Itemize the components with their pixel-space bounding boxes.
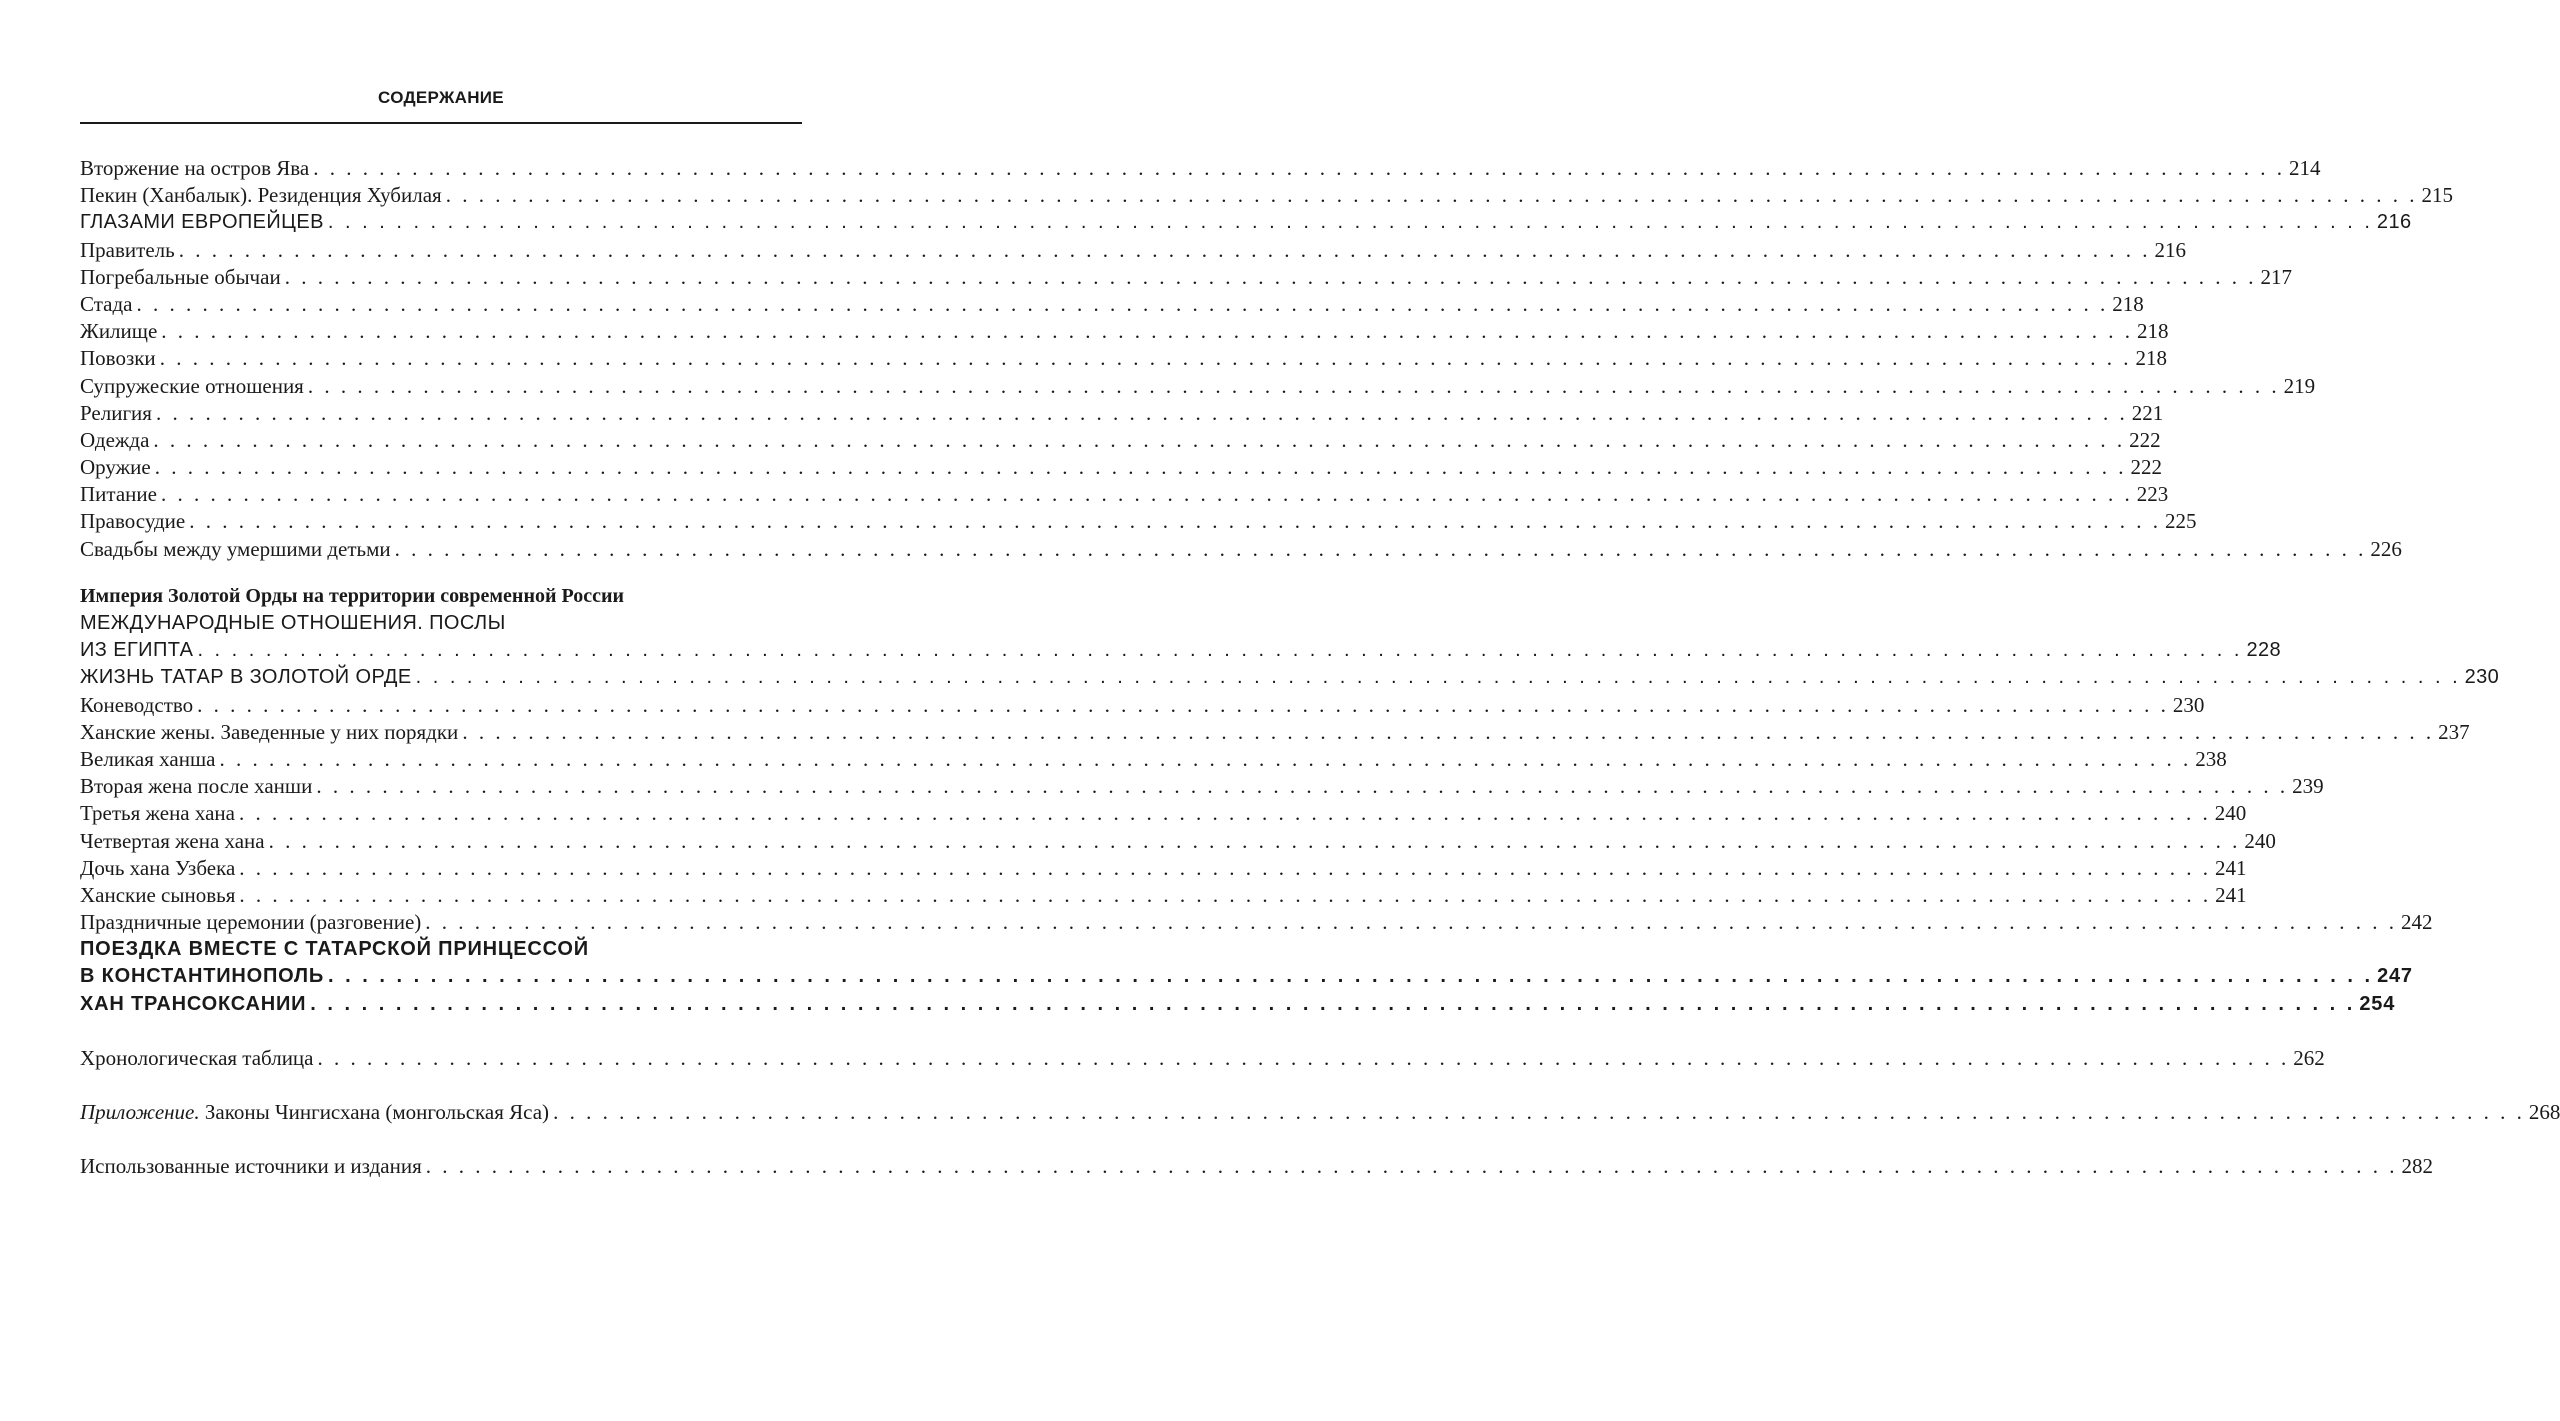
toc-entry-title bbox=[80, 1099, 549, 1126]
toc-entry-title: Стада bbox=[80, 291, 133, 316]
toc-entry[interactable] bbox=[80, 508, 2197, 535]
toc-entry-title: Великая ханша bbox=[80, 746, 216, 771]
toc-entry[interactable] bbox=[80, 800, 2247, 827]
toc-entry[interactable] bbox=[80, 991, 2396, 1018]
toc-entry-title: Правосудие bbox=[80, 509, 186, 534]
toc-entry-page: 238 bbox=[2195, 746, 2227, 771]
toc-entry-page: 214 bbox=[2288, 156, 2321, 180]
toc-entry[interactable] bbox=[80, 237, 2186, 264]
toc-entry[interactable] bbox=[80, 1153, 2433, 1180]
toc-entry-title: Использованные источники и издания bbox=[80, 1154, 422, 1179]
toc-entry-page: 262 bbox=[2293, 1045, 2325, 1070]
leader-dots: . . . . . . . . . . . . . . . . . . . . . . . . . . . . . . . . . . . . . . . . . . . . . . . . . . . . . . . . . . . . . . . . . . . . . . . . . . . . . . . . . . . . . . . . . . . . . . . . . . . . . . . . . . . . . . . . . . . . . . . . bbox=[284, 264, 2257, 289]
toc-entry-page: 218 bbox=[2112, 291, 2144, 316]
toc-entry-page: 230 bbox=[2172, 692, 2205, 717]
toc-entry[interactable] bbox=[80, 637, 2282, 664]
toc-entry-page: 268 bbox=[2528, 1100, 2560, 1124]
toc-entry-page: 222 bbox=[2129, 427, 2161, 452]
spacer bbox=[80, 1072, 802, 1099]
toc-entry-title: Коневодство bbox=[80, 692, 194, 717]
toc-entry-multiline-first[interactable] bbox=[80, 936, 802, 963]
toc-entry-page: 226 bbox=[2370, 536, 2402, 561]
toc-entry[interactable] bbox=[80, 481, 2169, 508]
toc-entry-title: Четвертая жена хана bbox=[80, 828, 265, 853]
toc-entry[interactable] bbox=[80, 182, 2453, 209]
toc-entry[interactable] bbox=[80, 882, 2247, 909]
toc-entry-page: 247 bbox=[2377, 965, 2413, 988]
leader-dots: . . . . . . . . . . . . . . . . . . . . . . . . . . . . . . . . . . . . . . . . . . . . . . . . . . . . . . . . . . . . . . . . . . . . . . . . . . . . . . . . . . . . . . . . . . . . . . . . . . . . . . . . . . . . . . . . . . . . . . . . bbox=[445, 183, 2418, 208]
leader-dots: . . . . . . . . . . . . . . . . . . . . . . . . . . . . . . . . . . . . . . . . . . . . . . . . . . . . . . . . . . . . . . . . . . . . . . . . . . . . . . . . . . . . . . . . . . . . . . . . . . . . . . . . . . . . . . . . . . . . . . . . bbox=[197, 692, 2169, 717]
toc-entry[interactable] bbox=[80, 828, 2276, 855]
toc-entry-title: Дочь хана Узбека bbox=[80, 855, 236, 880]
toc-entry-page: 216 bbox=[2376, 211, 2412, 234]
toc-entry-title: Повозки bbox=[80, 346, 156, 371]
toc-entry-title: ХАН ТРАНСОКСАНИИ bbox=[80, 992, 307, 1015]
toc-entry-page: 219 bbox=[2283, 373, 2316, 398]
leader-dots: . . . . . . . . . . . . . . . . . . . . . . . . . . . . . . . . . . . . . . . . . . . . . . . . . . . . . . . . . . . . . . . . . . . . . . . . . . . . . . . . . . . . . . . . . . . . . . . . . . . . . . . . . . . . . . . . . . . . . . . . bbox=[136, 291, 2109, 316]
leader-dots: . . . . . . . . . . . . . . . . . . . . . . . . . . . . . . . . . . . . . . . . . . . . . . . . . . . . . . . . . . . . . . . . . . . . . . . . . . . . . . . . . . . . . . . . . . . . . . . . . . . . . . . . . . . . . . . . . . . . . . . . bbox=[159, 346, 2132, 371]
toc-entry-page: 240 bbox=[2244, 828, 2276, 853]
toc-entry[interactable] bbox=[80, 773, 2324, 800]
page-title: СОДЕРЖАНИЕ bbox=[378, 88, 504, 107]
toc-entry-page: 223 bbox=[2136, 482, 2169, 507]
leader-dots: . . . . . . . . . . . . . . . . . . . . . . . . . . . . . . . . . . . . . . . . . . . . . . . . . . . . . . . . . . . . . . . . . . . . . . . . . . . . . . . . . . . . . . . . . . . . . . . . . . . . . . . . . . . . . . . . . . . . . . . . bbox=[425, 910, 2398, 935]
toc-entry-page: 254 bbox=[2359, 992, 2396, 1015]
toc-entry-page: 218 bbox=[2135, 346, 2167, 371]
toc-entry-page: 230 bbox=[2464, 666, 2500, 689]
leader-dots: . . . . . . . . . . . . . . . . . . . . . . . . . . . . . . . . . . . . . . . . . . . . . . . . . . . . . . . . . . . . . . . . . . . . . . . . . . . . . . . . . . . . . . . . . . . . . . . . . . . . . . . . . . . . . . . . . . . . . . . . bbox=[154, 455, 2127, 480]
toc-entry[interactable] bbox=[80, 345, 2167, 372]
toc-entry[interactable] bbox=[80, 664, 2500, 691]
section-heading-text: Империя Золотой Орды на территории современной России bbox=[80, 584, 625, 607]
toc-entry[interactable] bbox=[80, 454, 2162, 481]
toc-entry[interactable] bbox=[80, 719, 2470, 746]
appendix-title: Законы Чингисхана (монгольская Яса) bbox=[199, 1100, 550, 1124]
toc-entry-title: В КОНСТАНТИНОПОЛЬ bbox=[80, 965, 325, 988]
toc-entry[interactable] bbox=[80, 155, 2321, 182]
leader-dots: . . . . . . . . . . . . . . . . . . . . . . . . . . . . . . . . . . . . . . . . . . . . . . . . . . . . . . . . . . . . . . . . . . . . . . . . . . . . . . . . . . . . . . . . . . . . . . . . . . . . . . . . . . . . . . . . . . . . . . . . bbox=[197, 639, 2243, 662]
toc-entry[interactable] bbox=[80, 963, 2413, 990]
toc-entry-title: ИЗ ЕГИПТА bbox=[80, 639, 194, 662]
toc-entry[interactable] bbox=[80, 427, 2161, 454]
appendix-label: Приложение. bbox=[80, 1100, 200, 1124]
leader-dots: . . . . . . . . . . . . . . . . . . . . . . . . . . . . . . . . . . . . . . . . . . . . . . . . . . . . . . . . . . . . . . . . . . . . . . . . . . . . . . . . . . . . . . . . . . . . . . . . . . . . . . . . . . . . . . . . . . . . . . . . bbox=[189, 509, 2161, 534]
toc-entry-page: 218 bbox=[2137, 319, 2169, 344]
leader-dots: . . . . . . . . . . . . . . . . . . . . . . . . . . . . . . . . . . . . . . . . . . . . . . . . . . . . . . . . . . . . . . . . . . . . . . . . . . . . . . . . . . . . . . . . . . . . . . . . . . . . . . . . . . . . . . . . . . . . . . . . bbox=[462, 719, 2435, 744]
toc-entry-page: 221 bbox=[2131, 400, 2164, 425]
leader-dots: . . . . . . . . . . . . . . . . . . . . . . . . . . . . . . . . . . . . . . . . . . . . . . . . . . . . . . . . . . . . . . . . . . . . . . . . . . . . . . . . . . . . . . . . . . . . . . . . . . . . . . . . . . . . . . . . . . . . . . . . bbox=[160, 482, 2133, 507]
toc-entry[interactable] bbox=[80, 909, 2433, 936]
leader-dots: . . . . . . . . . . . . . . . . . . . . . . . . . . . . . . . . . . . . . . . . . . . . . . . . . . . . . . . . . . . . . . . . . . . . . . . . . . . . . . . . . . . . . . . . . . . . . . . . . . . . . . . . . . . . . . . . . . . . . . . . bbox=[178, 237, 2151, 262]
leader-dots: . . . . . . . . . . . . . . . . . . . . . . . . . . . . . . . . . . . . . . . . . . . . . . . . . . . . . . . . . . . . . . . . . . . . . . . . . . . . . . . . . . . . . . . . . . . . . . . . . . . . . . . . . . . . . . . . . . . . . . . . bbox=[553, 1100, 2525, 1124]
leader-dots: . . . . . . . . . . . . . . . . . . . . . . . . . . . . . . . . . . . . . . . . . . . . . . . . . . . . . . . . . . . . . . . . . . . . . . . . . . . . . . . . . . . . . . . . . . . . . . . . . . . . . . . . . . . . . . . . . . . . . . . . bbox=[310, 992, 2356, 1015]
toc-entry-page: 240 bbox=[2214, 801, 2247, 826]
toc-entry-page: 237 bbox=[2438, 719, 2470, 744]
toc-entry-multiline-first[interactable] bbox=[80, 610, 802, 637]
toc-entry-page: 216 bbox=[2154, 237, 2186, 262]
table-of-contents bbox=[80, 155, 2560, 1180]
toc-entry[interactable] bbox=[80, 692, 2205, 719]
leader-dots: . . . . . . . . . . . . . . . . . . . . . . . . . . . . . . . . . . . . . . . . . . . . . . . . . . . . . . . . . . . . . . . . . . . . . . . . . . . . . . . . . . . . . . . . . . . . . . . . . . . . . . . . . . . . . . . . . . . . . . . . bbox=[328, 965, 2374, 988]
toc-entry-title: ЖИЗНЬ ТАТАР В ЗОЛОТОЙ ОРДЕ bbox=[80, 666, 412, 689]
toc-entry-title: МЕЖДУНАРОДНЫЕ ОТНОШЕНИЯ. ПОСЛЫ bbox=[80, 612, 506, 634]
toc-entry[interactable] bbox=[80, 746, 2227, 773]
toc-entry[interactable] bbox=[80, 291, 2144, 318]
toc-entry-title: Ханские жены. Заведенные у них порядки bbox=[80, 719, 459, 744]
toc-entry-title: Жилище bbox=[80, 319, 158, 344]
leader-dots: . . . . . . . . . . . . . . . . . . . . . . . . . . . . . . . . . . . . . . . . . . . . . . . . . . . . . . . . . . . . . . . . . . . . . . . . . . . . . . . . . . . . . . . . . . . . . . . . . . . . . . . . . . . . . . . . . . . . . . . . bbox=[219, 746, 2192, 771]
toc-entry[interactable] bbox=[80, 318, 2169, 345]
toc-entry[interactable] bbox=[80, 209, 2412, 236]
toc-entry-title: Свадьбы между умершими детьми bbox=[80, 536, 391, 561]
toc-entry-page: 228 bbox=[2246, 639, 2282, 662]
toc-entry[interactable] bbox=[80, 264, 2292, 291]
toc-entry-title: Питание bbox=[80, 482, 157, 507]
header-divider bbox=[80, 122, 802, 124]
leader-dots: . . . . . . . . . . . . . . . . . . . . . . . . . . . . . . . . . . . . . . . . . . . . . . . . . . . . . . . . . . . . . . . . . . . . . . . . . . . . . . . . . . . . . . . . . . . . . . . . . . . . . . . . . . . . . . . . . . . . . . . . bbox=[239, 855, 2212, 880]
leader-dots: . . . . . . . . . . . . . . . . . . . . . . . . . . . . . . . . . . . . . . . . . . . . . . . . . . . . . . . . . . . . . . . . . . . . . . . . . . . . . . . . . . . . . . . . . . . . . . . . . . . . . . . . . . . . . . . . . . . . . . . . bbox=[238, 801, 2211, 826]
leader-dots: . . . . . . . . . . . . . . . . . . . . . . . . . . . . . . . . . . . . . . . . . . . . . . . . . . . . . . . . . . . . . . . . . . . . . . . . . . . . . . . . . . . . . . . . . . . . . . . . . . . . . . . . . . . . . . . . . . . . . . . . bbox=[425, 1154, 2398, 1179]
leader-dots: . . . . . . . . . . . . . . . . . . . . . . . . . . . . . . . . . . . . . . . . . . . . . . . . . . . . . . . . . . . . . . . . . . . . . . . . . . . . . . . . . . . . . . . . . . . . . . . . . . . . . . . . . . . . . . . . . . . . . . . . bbox=[327, 211, 2373, 234]
toc-entry-title: ПОЕЗДКА ВМЕСТЕ С ТАТАРСКОЙ ПРИНЦЕССОЙ bbox=[80, 938, 589, 961]
toc-entry-page: 215 bbox=[2421, 183, 2453, 208]
toc-entry-title: Супружеские отношения bbox=[80, 373, 304, 398]
leader-dots: . . . . . . . . . . . . . . . . . . . . . . . . . . . . . . . . . . . . . . . . . . . . . . . . . . . . . . . . . . . . . . . . . . . . . . . . . . . . . . . . . . . . . . . . . . . . . . . . . . . . . . . . . . . . . . . . . . . . . . . . bbox=[161, 319, 2134, 344]
spacer bbox=[80, 1126, 802, 1153]
toc-entry-title: Ханские сыновья bbox=[80, 882, 236, 907]
toc-entry-title: Вторжение на остров Ява bbox=[80, 156, 310, 180]
leader-dots: . . . . . . . . . . . . . . . . . . . . . . . . . . . . . . . . . . . . . . . . . . . . . . . . . . . . . . . . . . . . . . . . . . . . . . . . . . . . . . . . . . . . . . . . . . . . . . . . . . . . . . . . . . . . . . . . . . . . . . . . bbox=[415, 666, 2461, 689]
toc-entry-title: ГЛАЗАМИ ЕВРОПЕЙЦЕВ bbox=[80, 211, 324, 234]
toc-entry-title: Погребальные обычаи bbox=[80, 264, 281, 289]
leader-dots: . . . . . . . . . . . . . . . . . . . . . . . . . . . . . . . . . . . . . . . . . . . . . . . . . . . . . . . . . . . . . . . . . . . . . . . . . . . . . . . . . . . . . . . . . . . . . . . . . . . . . . . . . . . . . . . . . . . . . . . . bbox=[307, 373, 2280, 398]
leader-dots: . . . . . . . . . . . . . . . . . . . . . . . . . . . . . . . . . . . . . . . . . . . . . . . . . . . . . . . . . . . . . . . . . . . . . . . . . . . . . . . . . . . . . . . . . . . . . . . . . . . . . . . . . . . . . . . . . . . . . . . . bbox=[155, 400, 2128, 425]
toc-entry-page: 222 bbox=[2130, 455, 2162, 480]
toc-entry-title: Вторая жена после ханши bbox=[80, 774, 313, 799]
toc-entry-title: Религия bbox=[80, 400, 152, 425]
toc-entry-page: 282 bbox=[2401, 1154, 2433, 1179]
toc-entry-title: Правитель bbox=[80, 237, 175, 262]
toc-entry-page: 241 bbox=[2215, 855, 2247, 880]
toc-entry-page: 239 bbox=[2292, 774, 2324, 799]
toc-entry-title: Хронологическая таблица bbox=[80, 1045, 314, 1070]
toc-entry[interactable] bbox=[80, 1045, 2325, 1072]
leader-dots: . . . . . . . . . . . . . . . . . . . . . . . . . . . . . . . . . . . . . . . . . . . . . . . . . . . . . . . . . . . . . . . . . . . . . . . . . . . . . . . . . . . . . . . . . . . . . . . . . . . . . . . . . . . . . . . . . . . . . . . . bbox=[239, 882, 2212, 907]
toc-entry[interactable] bbox=[80, 400, 2164, 427]
leader-dots: . . . . . . . . . . . . . . . . . . . . . . . . . . . . . . . . . . . . . . . . . . . . . . . . . . . . . . . . . . . . . . . . . . . . . . . . . . . . . . . . . . . . . . . . . . . . . . . . . . . . . . . . . . . . . . . . . . . . . . . . bbox=[316, 774, 2289, 799]
toc-entry[interactable] bbox=[80, 536, 2402, 563]
toc-entry-title: Праздничные церемонии (разговение) bbox=[80, 910, 422, 935]
toc-entry-title: Пекин (Ханбалык). Резиденция Хубилая bbox=[80, 183, 442, 208]
toc-entry-title: Оружие bbox=[80, 455, 151, 480]
spacer bbox=[80, 1018, 802, 1045]
leader-dots: . . . . . . . . . . . . . . . . . . . . . . . . . . . . . . . . . . . . . . . . . . . . . . . . . . . . . . . . . . . . . . . . . . . . . . . . . . . . . . . . . . . . . . . . . . . . . . . . . . . . . . . . . . . . . . . . . . . . . . . . bbox=[394, 536, 2367, 561]
toc-entry-page: 241 bbox=[2215, 882, 2247, 907]
leader-dots: . . . . . . . . . . . . . . . . . . . . . . . . . . . . . . . . . . . . . . . . . . . . . . . . . . . . . . . . . . . . . . . . . . . . . . . . . . . . . . . . . . . . . . . . . . . . . . . . . . . . . . . . . . . . . . . . . . . . . . . . bbox=[268, 828, 2241, 853]
toc-entry-page: 242 bbox=[2401, 910, 2433, 935]
leader-dots: . . . . . . . . . . . . . . . . . . . . . . . . . . . . . . . . . . . . . . . . . . . . . . . . . . . . . . . . . . . . . . . . . . . . . . . . . . . . . . . . . . . . . . . . . . . . . . . . . . . . . . . . . . . . . . . . . . . . . . . . bbox=[313, 156, 2285, 180]
toc-entry-page: 225 bbox=[2165, 509, 2197, 534]
toc-entry-page: 217 bbox=[2260, 264, 2292, 289]
toc-entry-title: Третья жена хана bbox=[80, 801, 235, 826]
toc-entry[interactable] bbox=[80, 1099, 2560, 1126]
toc-entry[interactable] bbox=[80, 373, 2316, 400]
section-heading bbox=[80, 583, 802, 610]
toc-entry[interactable] bbox=[80, 855, 2247, 882]
leader-dots: . . . . . . . . . . . . . . . . . . . . . . . . . . . . . . . . . . . . . . . . . . . . . . . . . . . . . . . . . . . . . . . . . . . . . . . . . . . . . . . . . . . . . . . . . . . . . . . . . . . . . . . . . . . . . . . . . . . . . . . . bbox=[317, 1045, 2290, 1070]
toc-entry-title: Одежда bbox=[80, 427, 150, 452]
leader-dots: . . . . . . . . . . . . . . . . . . . . . . . . . . . . . . . . . . . . . . . . . . . . . . . . . . . . . . . . . . . . . . . . . . . . . . . . . . . . . . . . . . . . . . . . . . . . . . . . . . . . . . . . . . . . . . . . . . . . . . . . bbox=[153, 427, 2126, 452]
